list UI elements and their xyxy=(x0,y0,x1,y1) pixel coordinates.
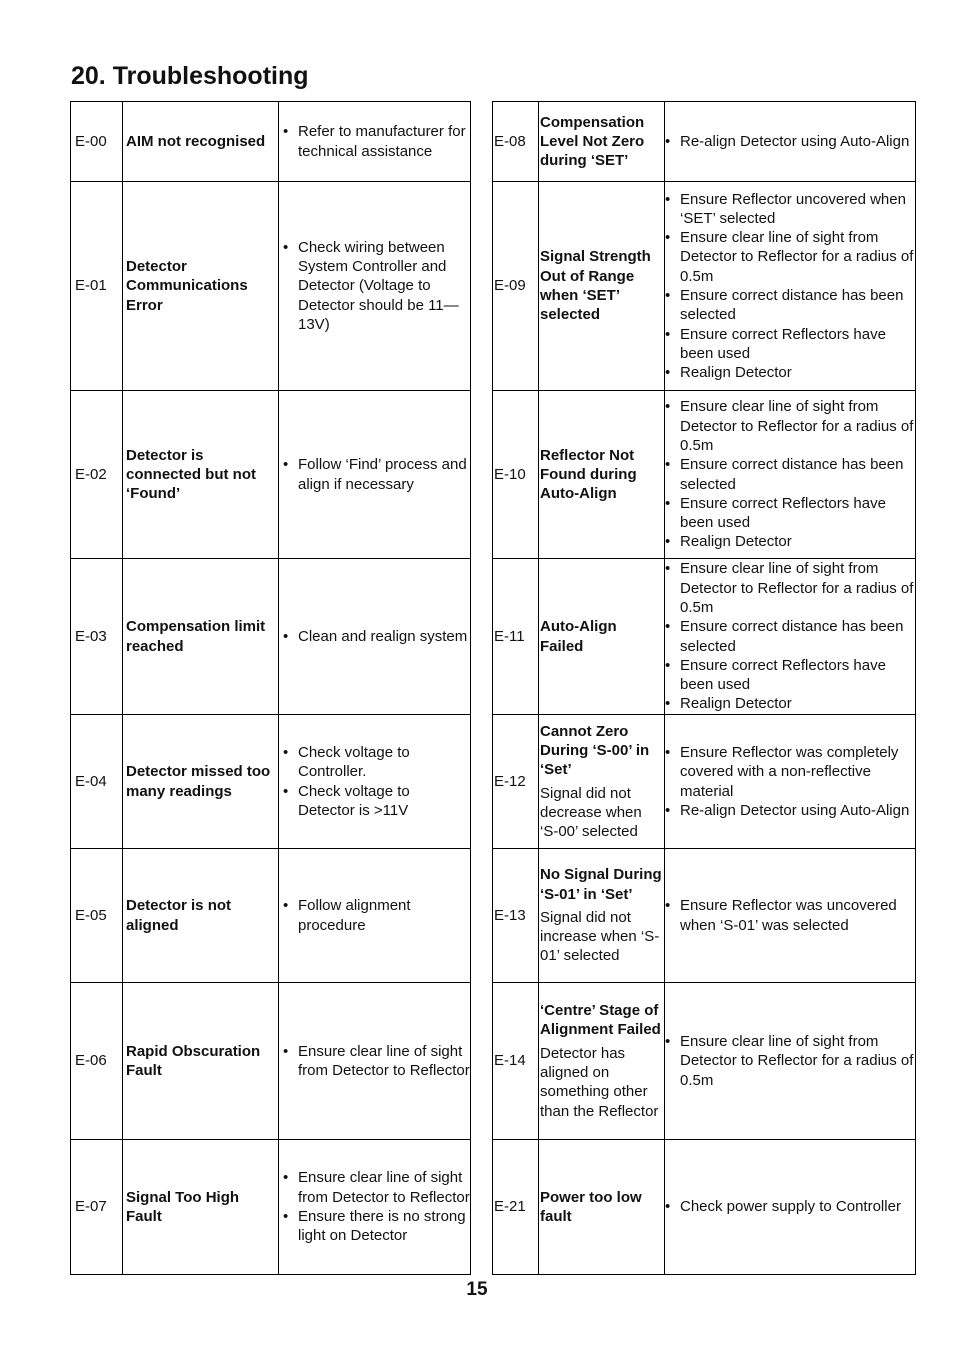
remedy-item: • Ensure Reflector was uncovered when ‘S-01’ was selected xyxy=(665,896,915,935)
error-title: Detector is not aligned xyxy=(126,897,232,934)
error-title: Compensation Level Not Zero during ‘SET’ xyxy=(540,113,645,170)
error-title: Detector missed too many readings xyxy=(126,763,271,800)
remedy-cell xyxy=(665,559,916,715)
remedy-list xyxy=(665,190,915,383)
remedy-list xyxy=(279,627,470,646)
remedy-list xyxy=(665,132,915,151)
error-title: Reflector Not Found during Auto-Align xyxy=(540,446,637,503)
error-code: E-00 xyxy=(71,102,123,182)
table-row xyxy=(493,715,916,849)
table-row xyxy=(71,102,471,182)
table-row xyxy=(493,391,916,559)
error-description xyxy=(539,715,665,849)
remedy-item: • Ensure clear line of sight from Detector to Reflector xyxy=(279,1042,470,1081)
error-title: No Signal During ‘S-01’ in ‘Set’ xyxy=(540,866,662,903)
error-title: Signal Too High Fault xyxy=(126,1188,240,1225)
error-description xyxy=(123,182,279,391)
remedy-item: • Follow alignment procedure xyxy=(279,896,470,935)
remedy-item: • Ensure Reflector uncovered when ‘SET’ selected xyxy=(665,190,915,229)
table-row xyxy=(71,983,471,1140)
error-code: E-01 xyxy=(71,182,123,391)
remedy-cell xyxy=(279,849,471,983)
error-code: E-07 xyxy=(71,1140,123,1275)
error-title: AIM not recognised xyxy=(126,132,266,150)
remedy-list xyxy=(279,743,470,820)
remedy-item: • Check wiring between System Controller and Detector (Voltage to Detector should be 11—13V) xyxy=(279,238,470,334)
remedy-list xyxy=(279,1042,470,1081)
error-note: Signal did not increase when ‘S-01’ selected xyxy=(540,908,660,965)
remedy-list xyxy=(279,238,470,334)
page-title: 20. Troubleshooting xyxy=(71,62,309,90)
error-description xyxy=(539,559,665,715)
remedy-item: • Ensure correct Reflectors have been used xyxy=(665,325,915,364)
error-code: E-05 xyxy=(71,849,123,983)
error-title: Cannot Zero During ‘S-00’ in ‘Set’ xyxy=(540,722,650,779)
table-row xyxy=(71,391,471,559)
remedy-cell xyxy=(279,391,471,559)
error-code: E-06 xyxy=(71,983,123,1140)
error-code: E-21 xyxy=(493,1140,539,1275)
table-row xyxy=(493,1140,916,1275)
error-description xyxy=(123,1140,279,1275)
remedy-cell xyxy=(665,1140,916,1275)
error-description xyxy=(123,391,279,559)
remedy-list xyxy=(665,1032,915,1090)
error-note: Signal did not decrease when ‘S-00’ selected xyxy=(540,784,642,841)
remedy-cell xyxy=(665,983,916,1140)
error-code: E-13 xyxy=(493,849,539,983)
remedy-cell xyxy=(665,849,916,983)
remedy-cell xyxy=(665,102,916,182)
table-row xyxy=(493,559,916,715)
table-row xyxy=(493,983,916,1140)
page-number: 15 xyxy=(466,1279,488,1300)
error-description xyxy=(539,391,665,559)
remedy-list xyxy=(279,122,470,161)
remedy-item: • Ensure there is no strong light on Detector xyxy=(279,1207,470,1246)
error-code: E-09 xyxy=(493,182,539,391)
remedy-item: • Ensure correct distance has been selected xyxy=(665,617,915,656)
remedy-item: • Refer to manufacturer for technical assistance xyxy=(279,122,470,161)
error-title: Power too low fault xyxy=(540,1188,642,1225)
error-code: E-12 xyxy=(493,715,539,849)
remedy-list xyxy=(665,896,915,935)
remedy-item: • Re-align Detector using Auto-Align xyxy=(665,132,915,151)
error-description xyxy=(539,1140,665,1275)
remedy-item: • Follow ‘Find’ process and align if necessary xyxy=(279,455,470,494)
error-code: E-02 xyxy=(71,391,123,559)
remedy-item: • Ensure correct distance has been selected xyxy=(665,286,915,325)
error-title: Rapid Obscuration Fault xyxy=(126,1042,261,1079)
error-title: Compensation limit reached xyxy=(126,618,266,655)
error-title: Detector is connected but not ‘Found’ xyxy=(126,446,256,503)
remedy-item: • Check voltage to Controller. xyxy=(279,743,470,782)
error-code: E-08 xyxy=(493,102,539,182)
error-description xyxy=(539,182,665,391)
troubleshooting-table-right xyxy=(492,101,916,1275)
remedy-cell xyxy=(279,1140,471,1275)
remedy-item: • Ensure correct Reflectors have been used xyxy=(665,494,915,533)
remedy-item: • Ensure clear line of sight from Detector to Reflector for a radius of 0.5m xyxy=(665,559,915,617)
error-description xyxy=(539,102,665,182)
remedy-item: • Ensure clear line of sight from Detector to Reflector for a radius of 0.5m xyxy=(665,1032,915,1090)
table-row xyxy=(493,182,916,391)
error-description xyxy=(123,849,279,983)
error-description xyxy=(123,102,279,182)
error-code: E-10 xyxy=(493,391,539,559)
remedy-cell xyxy=(279,983,471,1140)
remedy-item: • Re-align Detector using Auto-Align xyxy=(665,801,915,820)
remedy-list xyxy=(279,455,470,494)
remedy-item: • Ensure Reflector was completely covered with a non-reflective material xyxy=(665,743,915,801)
remedy-cell xyxy=(665,715,916,849)
remedy-cell xyxy=(279,559,471,715)
remedy-cell xyxy=(279,102,471,182)
error-code: E-11 xyxy=(493,559,539,715)
remedy-list xyxy=(279,1168,470,1245)
error-description xyxy=(539,849,665,983)
remedy-list xyxy=(665,743,915,820)
error-code: E-14 xyxy=(493,983,539,1140)
remedy-cell xyxy=(665,182,916,391)
remedy-list xyxy=(665,397,915,551)
remedy-list xyxy=(665,1197,915,1216)
table-row xyxy=(71,849,471,983)
error-title: ‘Centre’ Stage of Alignment Failed xyxy=(540,1002,661,1039)
error-title: Detector Communications Error xyxy=(126,258,248,314)
remedy-item: • Ensure clear line of sight from Detector to Reflector xyxy=(279,1168,470,1207)
remedy-item: • Ensure correct distance has been selected xyxy=(665,455,915,494)
error-code: E-04 xyxy=(71,715,123,849)
remedy-item: • Ensure clear line of sight from Detector to Reflector for a radius of 0.5m xyxy=(665,397,915,455)
remedy-item: • Ensure correct Reflectors have been used xyxy=(665,656,915,695)
right-table-body xyxy=(493,102,916,1275)
remedy-list xyxy=(665,559,915,713)
remedy-item: • Ensure clear line of sight from Detector to Reflector for a radius of 0.5m xyxy=(665,228,915,286)
remedy-item: • Realign Detector xyxy=(665,694,915,713)
error-title: Signal Strength Out of Range when ‘SET’ selected xyxy=(540,248,651,324)
remedy-cell xyxy=(279,182,471,391)
table-row xyxy=(493,849,916,983)
error-description xyxy=(123,983,279,1140)
remedy-item: • Realign Detector xyxy=(665,532,915,551)
error-title: Auto-Align Failed xyxy=(540,618,617,655)
table-row xyxy=(493,102,916,182)
table-row xyxy=(71,1140,471,1275)
remedy-item: • Clean and realign system xyxy=(279,627,470,646)
error-description xyxy=(123,715,279,849)
error-description xyxy=(123,559,279,715)
table-row xyxy=(71,559,471,715)
remedy-item: • Check voltage to Detector is >11V xyxy=(279,782,470,821)
table-row xyxy=(71,715,471,849)
remedy-cell xyxy=(665,391,916,559)
table-row xyxy=(71,182,471,391)
error-description xyxy=(539,983,665,1140)
troubleshooting-table-left xyxy=(70,101,471,1275)
left-table-body xyxy=(71,102,471,1275)
remedy-list xyxy=(279,896,470,935)
remedy-cell xyxy=(279,715,471,849)
error-code: E-03 xyxy=(71,559,123,715)
remedy-item: • Realign Detector xyxy=(665,363,915,382)
remedy-item: • Check power supply to Controller xyxy=(665,1197,915,1216)
error-note: Detector has aligned on something other than the Reflector xyxy=(540,1044,659,1120)
